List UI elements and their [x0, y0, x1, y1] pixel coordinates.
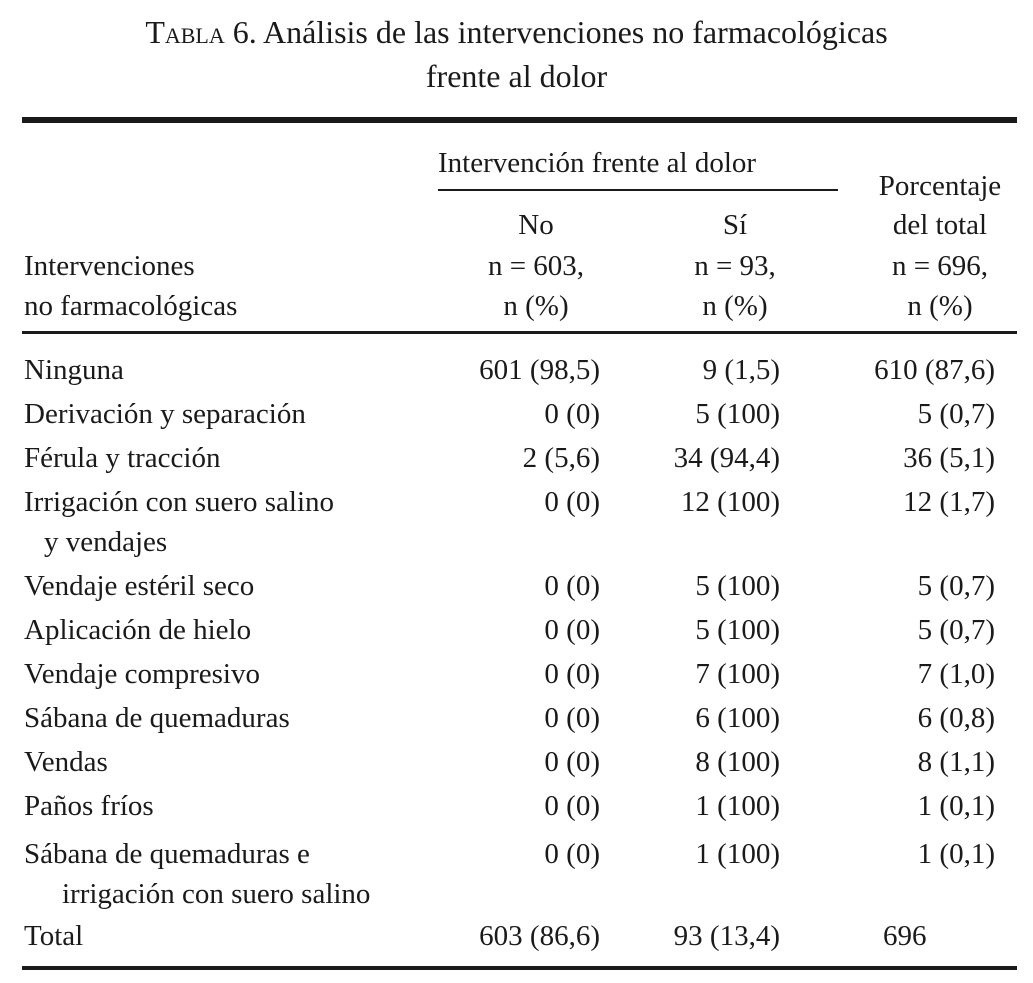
cell-no: 0 (0) [544, 838, 600, 870]
row-label: Férula y tracción [24, 442, 221, 474]
col-total-unit: n (%) [907, 290, 973, 322]
cell-no: 0 (0) [544, 398, 600, 430]
cell-no: 0 (0) [544, 658, 600, 690]
row-label: Aplicación de hielo [24, 614, 252, 646]
row-label: Ninguna [24, 354, 124, 386]
cell-no: 0 (0) [544, 486, 600, 518]
row-label: Vendas [24, 746, 108, 778]
group-header: Intervención frente al dolor [438, 147, 757, 179]
row-label: Vendaje compresivo [24, 658, 260, 690]
cell-si: 6 (100) [695, 702, 780, 734]
cell-total: 5 (0,7) [917, 614, 995, 646]
group-rule [438, 189, 838, 191]
top-rule [22, 117, 1017, 123]
cell-total: 1 (0,1) [917, 790, 995, 822]
row-label: Vendaje estéril seco [24, 570, 255, 602]
cell-no: 0 (0) [544, 790, 600, 822]
cell-total: 1 (0,1) [917, 838, 995, 870]
header-rule [22, 331, 1017, 334]
cell-no: 0 (0) [544, 702, 600, 734]
total-no: 603 (86,6) [479, 920, 600, 952]
table-title: Análisis de las intervenciones no farmacológicas [262, 14, 888, 50]
cell-si: 9 (1,5) [702, 354, 780, 386]
total-si: 93 (13,4) [673, 920, 780, 952]
row-label: Paños fríos [24, 790, 154, 822]
cell-no: 0 (0) [544, 570, 600, 602]
cell-si: 34 (94,4) [673, 442, 780, 474]
cell-si: 12 (100) [680, 486, 780, 518]
cell-si: 5 (100) [695, 398, 780, 430]
row-header-2: no farmacológicas [24, 290, 238, 322]
cell-si: 7 (100) [695, 658, 780, 690]
row-label-cont: y vendajes [44, 526, 168, 558]
row-label-cont: irrigación con suero salino [62, 878, 371, 910]
col-total-n: n = 696, [891, 250, 989, 282]
bottom-rule [22, 966, 1017, 970]
cell-si: 5 (100) [695, 570, 780, 602]
col-no-header: No [518, 209, 554, 241]
cell-total: 610 (87,6) [874, 354, 995, 386]
col-no-n: n = 603, [487, 250, 585, 282]
row-label: Derivación y separación [24, 398, 306, 430]
cell-si: 5 (100) [695, 614, 780, 646]
row-header-1: Intervenciones [24, 250, 195, 282]
cell-total: 5 (0,7) [917, 570, 995, 602]
col-total-header-2: del total [892, 209, 988, 241]
row-label: Irrigación con suero salino [24, 486, 335, 518]
row-label: Sábana de quemaduras [24, 702, 290, 734]
cell-no: 0 (0) [544, 746, 600, 778]
caption-line-1 [0, 10, 1033, 54]
cell-no: 0 (0) [544, 614, 600, 646]
cell-total: 6 (0,8) [917, 702, 995, 734]
col-no-unit: n (%) [503, 290, 569, 322]
cell-total: 7 (1,0) [917, 658, 995, 690]
row-label: Sábana de quemaduras e [24, 838, 310, 870]
cell-no: 601 (98,5) [479, 354, 600, 386]
cell-total: 8 (1,1) [917, 746, 995, 778]
col-si-unit: n (%) [702, 290, 768, 322]
caption-line-2: frente al dolor [425, 58, 608, 94]
cell-no: 2 (5,6) [522, 442, 600, 474]
col-si-n: n = 93, [694, 250, 776, 282]
col-total-header-1: Porcentaje [878, 170, 1002, 202]
total-label: Total [24, 920, 84, 952]
table-label: Tabla 6. [145, 14, 257, 50]
total-total: 696 [883, 920, 927, 952]
cell-si: 1 (100) [695, 790, 780, 822]
table-caption [0, 10, 1033, 98]
cell-total: 5 (0,7) [917, 398, 995, 430]
col-si-header: Sí [722, 209, 748, 241]
cell-total: 36 (5,1) [903, 442, 995, 474]
cell-si: 8 (100) [695, 746, 780, 778]
cell-total: 12 (1,7) [903, 486, 995, 518]
cell-si: 1 (100) [695, 838, 780, 870]
